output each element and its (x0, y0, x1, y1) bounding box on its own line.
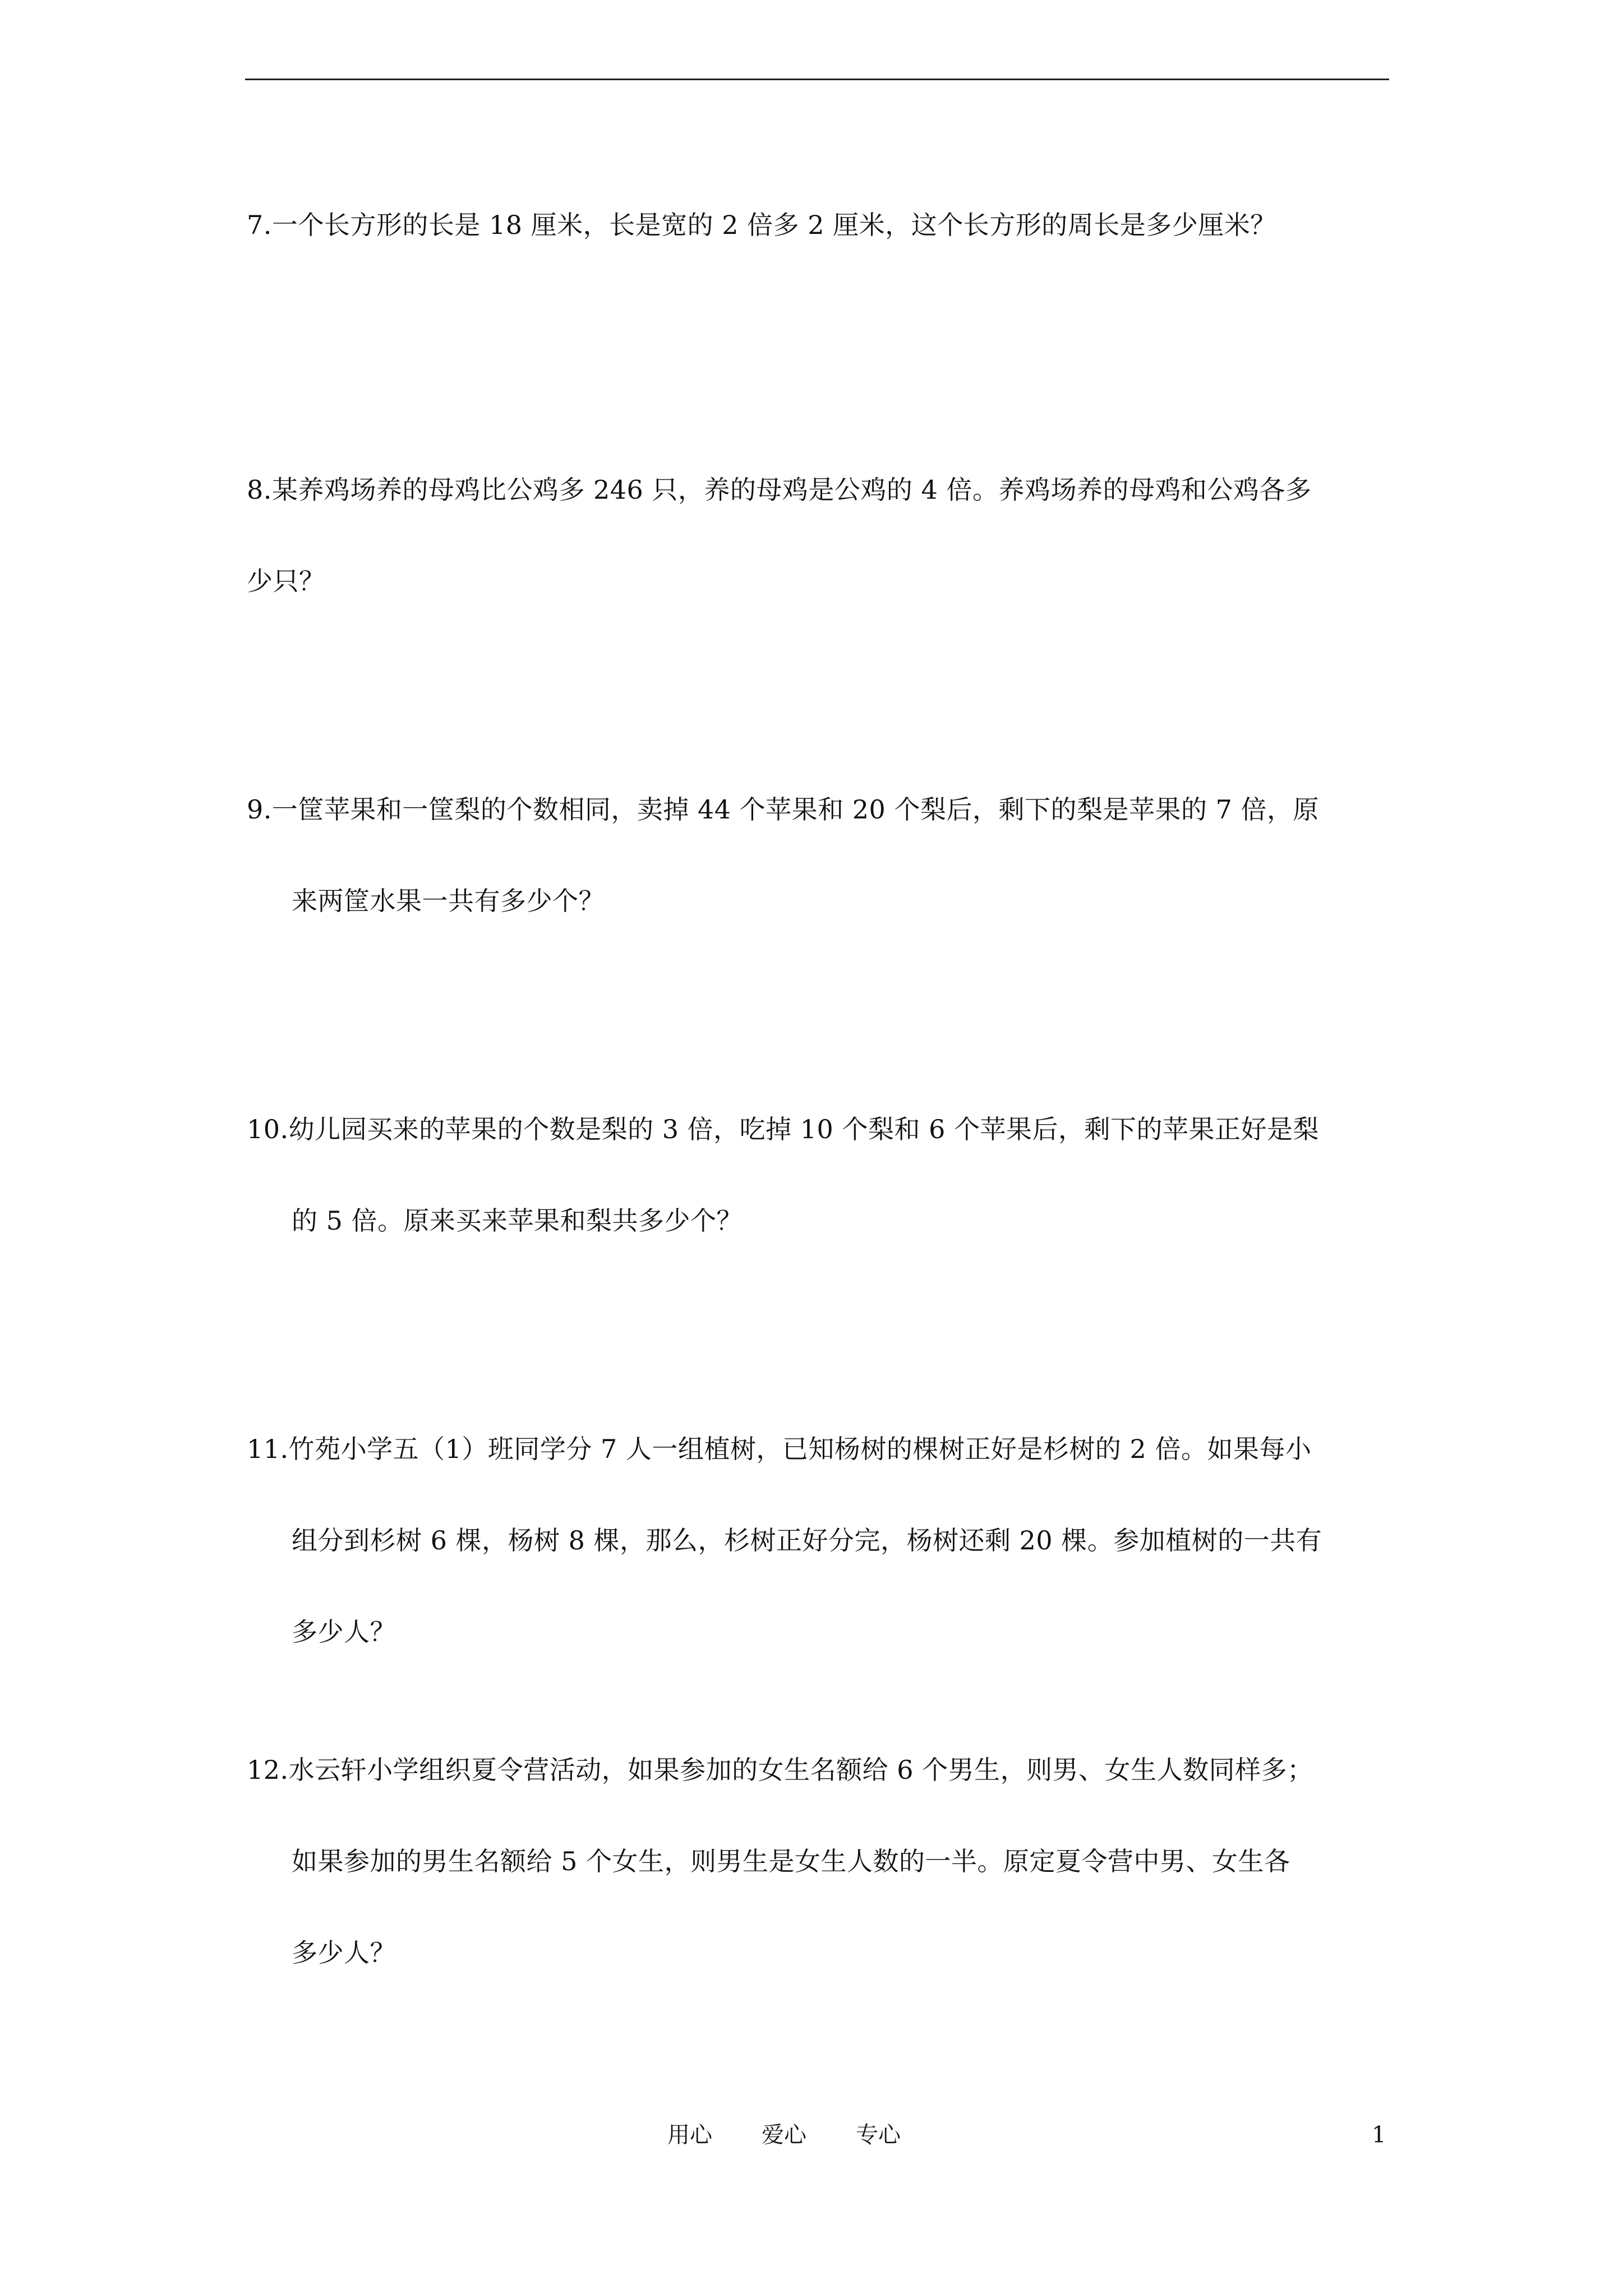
footer-motto (667, 2124, 901, 2146)
footer-motto-item: 爱心 (762, 2122, 806, 2148)
question-9 (247, 794, 1391, 916)
page-number: 1 (1372, 2122, 1386, 2148)
footer-motto-item: 专心 (856, 2122, 901, 2148)
question-line-continued: 如果参加的男生名额给 5 个女生，则男生是女生人数的一半。原定夏令营中男、女生各 (292, 1846, 1290, 1876)
question-line: 12.水云轩小学组织夏令营活动，如果参加的女生名额给 6 个男生，则男、女生人数同样多； (247, 1755, 1313, 1785)
header-rule (245, 79, 1389, 80)
question-7 (247, 212, 1391, 238)
question-11 (247, 1436, 1391, 1645)
question-line: 9.一筐苹果和一筐梨的个数相同，卖掉 44 个苹果和 20 个梨后，剩下的梨是苹果的 7 倍，原 (247, 794, 1319, 825)
question-line: 8.某养鸡场养的母鸡比公鸡多 246 只，养的母鸡是公鸡的 4 倍。养鸡场养的母鸡和公鸡各多 (247, 475, 1312, 505)
question-8 (247, 477, 1391, 594)
question-line: 10.幼儿园买来的苹果的个数是梨的 3 倍，吃掉 10 个梨和 6 个苹果后，剩下的苹果正好是梨 (247, 1114, 1319, 1144)
question-line-continued: 来两筐水果一共有多少个？ (292, 886, 605, 916)
footer-motto-item: 用心 (667, 2122, 712, 2148)
question-line: 7.一个长方形的长是 18 厘米，长是宽的 2 倍多 2 厘米，这个长方形的周长是多少厘米？ (247, 210, 1276, 240)
question-line-continued: 多少人？ (292, 1938, 396, 1968)
question-line-continued: 多少人？ (292, 1617, 396, 1647)
question-12 (247, 1757, 1391, 1966)
question-line: 11.竹苑小学五（1）班同学分 7 人一组植树，已知杨树的棵树正好是杉树的 2 倍。如果每小 (247, 1434, 1312, 1464)
question-line-continued: 组分到杉树 6 棵，杨树 8 棵，那么，杉树正好分完，杨树还剩 20 棵。参加植树的一共有 (292, 1525, 1322, 1556)
question-line-continued: 少只？ (247, 566, 325, 596)
question-10 (247, 1116, 1391, 1234)
question-line-continued: 的 5 倍。原来买来苹果和梨共多少个？ (292, 1205, 743, 1236)
